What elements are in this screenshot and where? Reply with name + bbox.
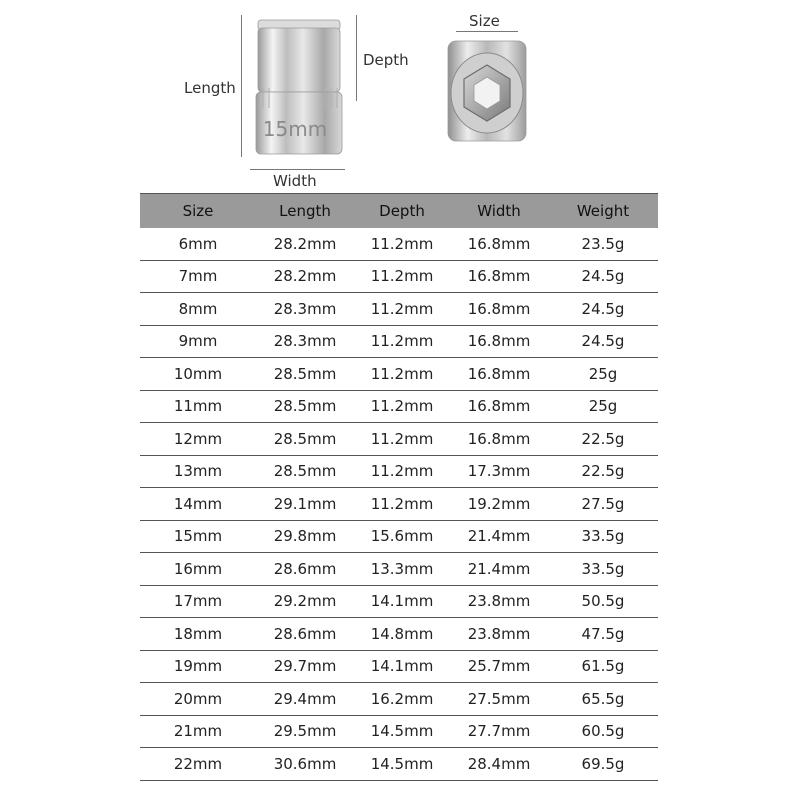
table-row: [140, 325, 658, 358]
header-length: Length: [256, 194, 354, 229]
cell-length: 28.5mm: [256, 423, 354, 456]
cell-depth: 11.2mm: [354, 260, 450, 293]
cell-size: 16mm: [140, 553, 256, 586]
table-row: [140, 488, 658, 521]
cell-width: 28.4mm: [450, 748, 548, 781]
cell-width: 23.8mm: [450, 585, 548, 618]
cell-depth: 11.2mm: [354, 358, 450, 391]
cell-size: 7mm: [140, 260, 256, 293]
cell-depth: 16.2mm: [354, 683, 450, 716]
cell-weight: 24.5g: [548, 260, 658, 293]
cell-size: 17mm: [140, 585, 256, 618]
cell-weight: 25g: [548, 358, 658, 391]
cell-weight: 24.5g: [548, 293, 658, 326]
cell-width: 21.4mm: [450, 553, 548, 586]
cell-length: 29.5mm: [256, 715, 354, 748]
cell-size: 10mm: [140, 358, 256, 391]
header-weight: Weight: [548, 194, 658, 229]
cell-width: 16.8mm: [450, 358, 548, 391]
cell-width: 25.7mm: [450, 650, 548, 683]
cell-depth: 14.1mm: [354, 650, 450, 683]
cell-weight: 33.5g: [548, 520, 658, 553]
cell-depth: 14.5mm: [354, 715, 450, 748]
cell-length: 28.3mm: [256, 293, 354, 326]
cell-weight: 65.5g: [548, 683, 658, 716]
table-row: [140, 358, 658, 391]
cell-weight: 69.5g: [548, 748, 658, 781]
cell-length: 28.2mm: [256, 228, 354, 260]
table-row: [140, 293, 658, 326]
table-row: [140, 228, 658, 260]
cell-width: 16.8mm: [450, 228, 548, 260]
cell-weight: 25g: [548, 390, 658, 423]
cell-width: 19.2mm: [450, 488, 548, 521]
cell-weight: 22.5g: [548, 423, 658, 456]
table-row: [140, 553, 658, 586]
table-row: [140, 423, 658, 456]
cell-size: 8mm: [140, 293, 256, 326]
cell-weight: 50.5g: [548, 585, 658, 618]
socket-side-view-image: [255, 18, 343, 156]
cell-depth: 13.3mm: [354, 553, 450, 586]
cell-width: 16.8mm: [450, 293, 548, 326]
cell-depth: 11.2mm: [354, 455, 450, 488]
header-depth: Depth: [354, 194, 450, 229]
table-row: [140, 618, 658, 651]
cell-size: 18mm: [140, 618, 256, 651]
cell-width: 27.5mm: [450, 683, 548, 716]
cell-depth: 14.8mm: [354, 618, 450, 651]
cell-weight: 33.5g: [548, 553, 658, 586]
cell-depth: 14.1mm: [354, 585, 450, 618]
socket-top-view-image: [444, 35, 530, 147]
cell-size: 19mm: [140, 650, 256, 683]
cell-depth: 15.6mm: [354, 520, 450, 553]
cell-width: 16.8mm: [450, 325, 548, 358]
cell-size: 21mm: [140, 715, 256, 748]
cell-weight: 23.5g: [548, 228, 658, 260]
cell-length: 28.3mm: [256, 325, 354, 358]
table-row: [140, 715, 658, 748]
spec-table: [140, 193, 658, 781]
header-width: Width: [450, 194, 548, 229]
cell-size: 22mm: [140, 748, 256, 781]
cell-size: 11mm: [140, 390, 256, 423]
depth-label: Depth: [363, 51, 409, 69]
size-label: Size: [469, 12, 500, 30]
cell-size: 6mm: [140, 228, 256, 260]
cell-length: 29.2mm: [256, 585, 354, 618]
table-row: [140, 260, 658, 293]
cell-size: 13mm: [140, 455, 256, 488]
cell-weight: 22.5g: [548, 455, 658, 488]
cell-depth: 11.2mm: [354, 423, 450, 456]
cell-width: 16.8mm: [450, 390, 548, 423]
table-row: [140, 455, 658, 488]
cell-length: 28.5mm: [256, 358, 354, 391]
table-header-row: [140, 194, 658, 229]
table-row: [140, 748, 658, 781]
depth-dimension-line: [356, 15, 357, 101]
cell-size: 15mm: [140, 520, 256, 553]
length-label: Length: [184, 79, 236, 97]
cell-weight: 60.5g: [548, 715, 658, 748]
header-size: Size: [140, 194, 256, 229]
cell-depth: 11.2mm: [354, 488, 450, 521]
cell-width: 23.8mm: [450, 618, 548, 651]
cell-depth: 11.2mm: [354, 325, 450, 358]
width-label: Width: [273, 172, 317, 190]
cell-width: 27.7mm: [450, 715, 548, 748]
cell-depth: 11.2mm: [354, 228, 450, 260]
cell-depth: 14.5mm: [354, 748, 450, 781]
table-row: [140, 520, 658, 553]
cell-width: 21.4mm: [450, 520, 548, 553]
table-body: [140, 228, 658, 780]
cell-length: 28.6mm: [256, 618, 354, 651]
cell-length: 29.8mm: [256, 520, 354, 553]
cell-depth: 11.2mm: [354, 293, 450, 326]
cell-length: 29.4mm: [256, 683, 354, 716]
cell-size: 20mm: [140, 683, 256, 716]
length-dimension-line: [241, 15, 242, 157]
cell-length: 28.5mm: [256, 455, 354, 488]
cell-size: 9mm: [140, 325, 256, 358]
cell-width: 16.8mm: [450, 423, 548, 456]
cell-length: 28.5mm: [256, 390, 354, 423]
size-dimension-line: [456, 31, 518, 32]
cell-width: 16.8mm: [450, 260, 548, 293]
cell-length: 28.6mm: [256, 553, 354, 586]
cell-size: 14mm: [140, 488, 256, 521]
cell-depth: 11.2mm: [354, 390, 450, 423]
cell-weight: 24.5g: [548, 325, 658, 358]
table-row: [140, 390, 658, 423]
cell-length: 28.2mm: [256, 260, 354, 293]
cell-length: 30.6mm: [256, 748, 354, 781]
width-dimension-line: [250, 169, 345, 170]
cell-size: 12mm: [140, 423, 256, 456]
cell-width: 17.3mm: [450, 455, 548, 488]
cell-length: 29.7mm: [256, 650, 354, 683]
cell-weight: 47.5g: [548, 618, 658, 651]
table-row: [140, 683, 658, 716]
table-row: [140, 650, 658, 683]
cell-weight: 27.5g: [548, 488, 658, 521]
table-row: [140, 585, 658, 618]
socket-engraving: 15mm: [262, 117, 328, 141]
cell-length: 29.1mm: [256, 488, 354, 521]
cell-weight: 61.5g: [548, 650, 658, 683]
